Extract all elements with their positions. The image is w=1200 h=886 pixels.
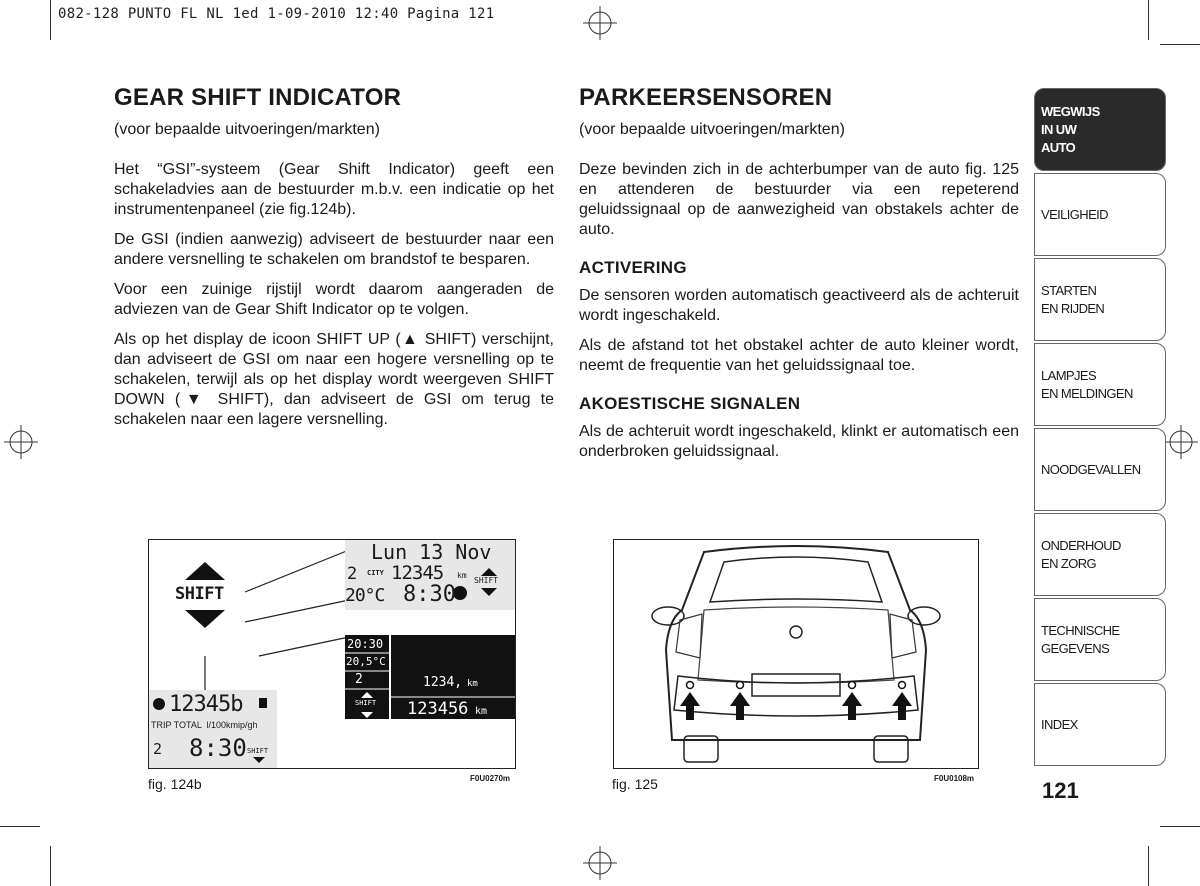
registration-mark-top (583, 6, 617, 40)
tab-noodgevallen-label: NOODGEVALLEN (1041, 461, 1141, 477)
mid-lcd-shift: SHIFT (355, 699, 377, 707)
license-plate (752, 674, 840, 696)
gear-shift-paragraph-1: Het “GSI”-systeem (Gear Shift Indicator) geeft een schakeladvies aan de bestuurder m.b.v. een indicatie op het instrumentenpaneel (zie fig.124b). (114, 161, 554, 218)
registration-mark-bottom (583, 846, 617, 880)
figure-124b-caption: fig. 124b (148, 776, 202, 792)
bottom-lcd-s-badge-icon (153, 698, 165, 710)
figure-125-caption: fig. 125 (612, 776, 658, 792)
bottom-lcd-time: 8:30 (189, 734, 247, 762)
tab-wegwijs-label: WEGWIJS IN UW AUTO (1041, 103, 1100, 155)
crop-mark-bottom-right (1148, 846, 1149, 886)
gear-shift-paragraph-4: Als op het display de icoon SHIFT UP (▲ SHIFT) verschijnt, dan adviseert de GSI om naar een hogere versnelling op te schakelen, terwijl als op het display wordt weergeven SHIFT DOWN (▼ SHIFT), dan adviseert de GSI om terug te schakelen naar een lagere versnelling. (114, 331, 554, 428)
gear-shift-paragraph-3: Voor een zuinige rijstijl wordt daarom aangeraden de adviezen van de Gear Shift Indicator op te volgen. (114, 281, 554, 318)
mid-lcd-total-unit: km (475, 706, 488, 717)
figure-124b-code: F0U0270m (470, 774, 511, 783)
print-header: 082-128 PUNTO FL NL 1ed 1-09-2010 12:40 Pagina 121 (58, 6, 495, 22)
sensor-arrow-1-icon (680, 692, 700, 720)
fuel-pump-icon (259, 698, 267, 708)
mid-lcd-time: 20:30 (347, 637, 384, 651)
figure-125 (613, 539, 979, 769)
tab-onderhoud-label: ONDERHOUD EN ZORG (1041, 537, 1121, 571)
parking-sensors-intro: Deze bevinden zich in de achterbumper van de auto fig. 125 en attenderen de bestuurder via een repeterend geluidssignaal op de aanwezigheid van obstakels achter de auto. (579, 161, 1019, 238)
gear-shift-title: GEAR SHIFT INDICATOR (114, 84, 402, 111)
shift-down-arrow-icon (185, 610, 225, 628)
bottom-lcd-gear: 2 (153, 740, 163, 758)
activering-paragraph-2: Als de afstand tot het obstakel achter de auto kleiner wordt, neemt de frequentie van het geluidssignaal toe. (579, 337, 1019, 374)
parking-sensors-section (579, 84, 1019, 472)
top-lcd-odometer: 12345 (391, 562, 444, 584)
figure-125-code: F0U0108m (934, 774, 975, 783)
activering-paragraph-1: De sensoren worden automatisch geactiveerd als de achteruit wordt ingeschakeld. (579, 287, 1019, 324)
parking-sensors-subtitle: (voor bepaalde uitvoeringen/markten) (579, 121, 845, 138)
tab-lampjes-label: LAMPJES EN MELDINGEN (1041, 367, 1133, 401)
crop-mark-top-right (1148, 0, 1149, 40)
top-lcd-temp: 20°C (345, 585, 385, 606)
sensor-arrow-4-icon (892, 692, 912, 720)
tab-starten[interactable] (1034, 258, 1166, 341)
parking-sensors-title: PARKEERSENSOREN (579, 84, 833, 111)
parking-sensor-1 (687, 682, 694, 689)
tab-wegwijs[interactable] (1034, 88, 1166, 171)
akoestische-heading: AKOESTISCHE SIGNALEN (579, 394, 801, 413)
tab-index-label: INDEX (1041, 716, 1078, 732)
mid-lcd-trip: 1234, (423, 675, 463, 690)
tab-starten-label: STARTEN EN RIJDEN (1041, 282, 1105, 316)
tab-veiligheid-label: VEILIGHEID (1041, 206, 1108, 222)
crop-mark-bottom-left (50, 846, 51, 886)
page-number: 121 (1042, 778, 1079, 803)
car-rear-illustration (614, 540, 978, 768)
mid-lcd-trip-unit: km (467, 679, 478, 689)
top-lcd-shift: SHIFT (474, 576, 499, 585)
mid-lcd-temp: 20,5°C (346, 655, 386, 668)
top-lcd-date: Lun 13 Nov (371, 540, 492, 564)
gear-shift-paragraph-2: De GSI (indien aanwezig) adviseert de bestuurder naar een andere versnelling te schakelen om brandstof te besparen. (114, 231, 554, 268)
crop-mark-bottom-left-h (0, 826, 40, 827)
sensor-arrow-2-icon (730, 692, 750, 720)
registration-mark-left (4, 425, 38, 459)
parking-sensor-3 (849, 682, 856, 689)
tab-noodgevallen[interactable] (1034, 428, 1166, 511)
parking-sensor-4 (899, 682, 906, 689)
gear-shift-section (114, 84, 554, 440)
bottom-lcd-trip-label: TRIP TOTAL l/100kmip/gh (151, 720, 258, 730)
tab-technische-label: TECHNISCHE GEGEVENS (1041, 622, 1120, 656)
chapter-tabs (1034, 88, 1166, 768)
sensor-arrow-3-icon (842, 692, 862, 720)
crop-mark-bottom-right-h (1160, 826, 1200, 827)
shift-label: SHIFT (175, 584, 224, 604)
top-lcd-time: 8:30 (403, 582, 456, 607)
shift-up-arrow-icon (185, 562, 225, 580)
gear-shift-subtitle: (voor bepaalde uitvoeringen/markten) (114, 121, 380, 138)
crop-mark-top-left (50, 0, 51, 40)
tab-veiligheid[interactable] (1034, 173, 1166, 256)
top-lcd-km: km (457, 571, 467, 580)
mid-lcd-gear: 2 (355, 672, 363, 687)
akoestische-paragraph: Als de achteruit wordt ingeschakeld, klinkt er automatisch een onderbroken geluidssignaal. (579, 423, 1019, 460)
registration-mark-right (1164, 425, 1198, 459)
tab-onderhoud[interactable] (1034, 513, 1166, 596)
bottom-lcd-shift: SHIFT (247, 747, 269, 755)
parking-sensor-2 (737, 682, 744, 689)
mid-lcd-total: 123456 (407, 699, 469, 719)
brand-badge-icon (790, 626, 802, 638)
crop-mark-top-right-h (1160, 44, 1200, 45)
top-lcd-city: CITY (367, 569, 384, 577)
figure-124b (148, 539, 516, 769)
tab-index[interactable] (1034, 683, 1166, 766)
bottom-lcd-odometer: 12345b (169, 692, 243, 717)
tab-lampjes[interactable] (1034, 343, 1166, 426)
tab-technische[interactable] (1034, 598, 1166, 681)
activering-heading: ACTIVERING (579, 258, 687, 277)
top-lcd-gear: 2 (347, 564, 358, 584)
